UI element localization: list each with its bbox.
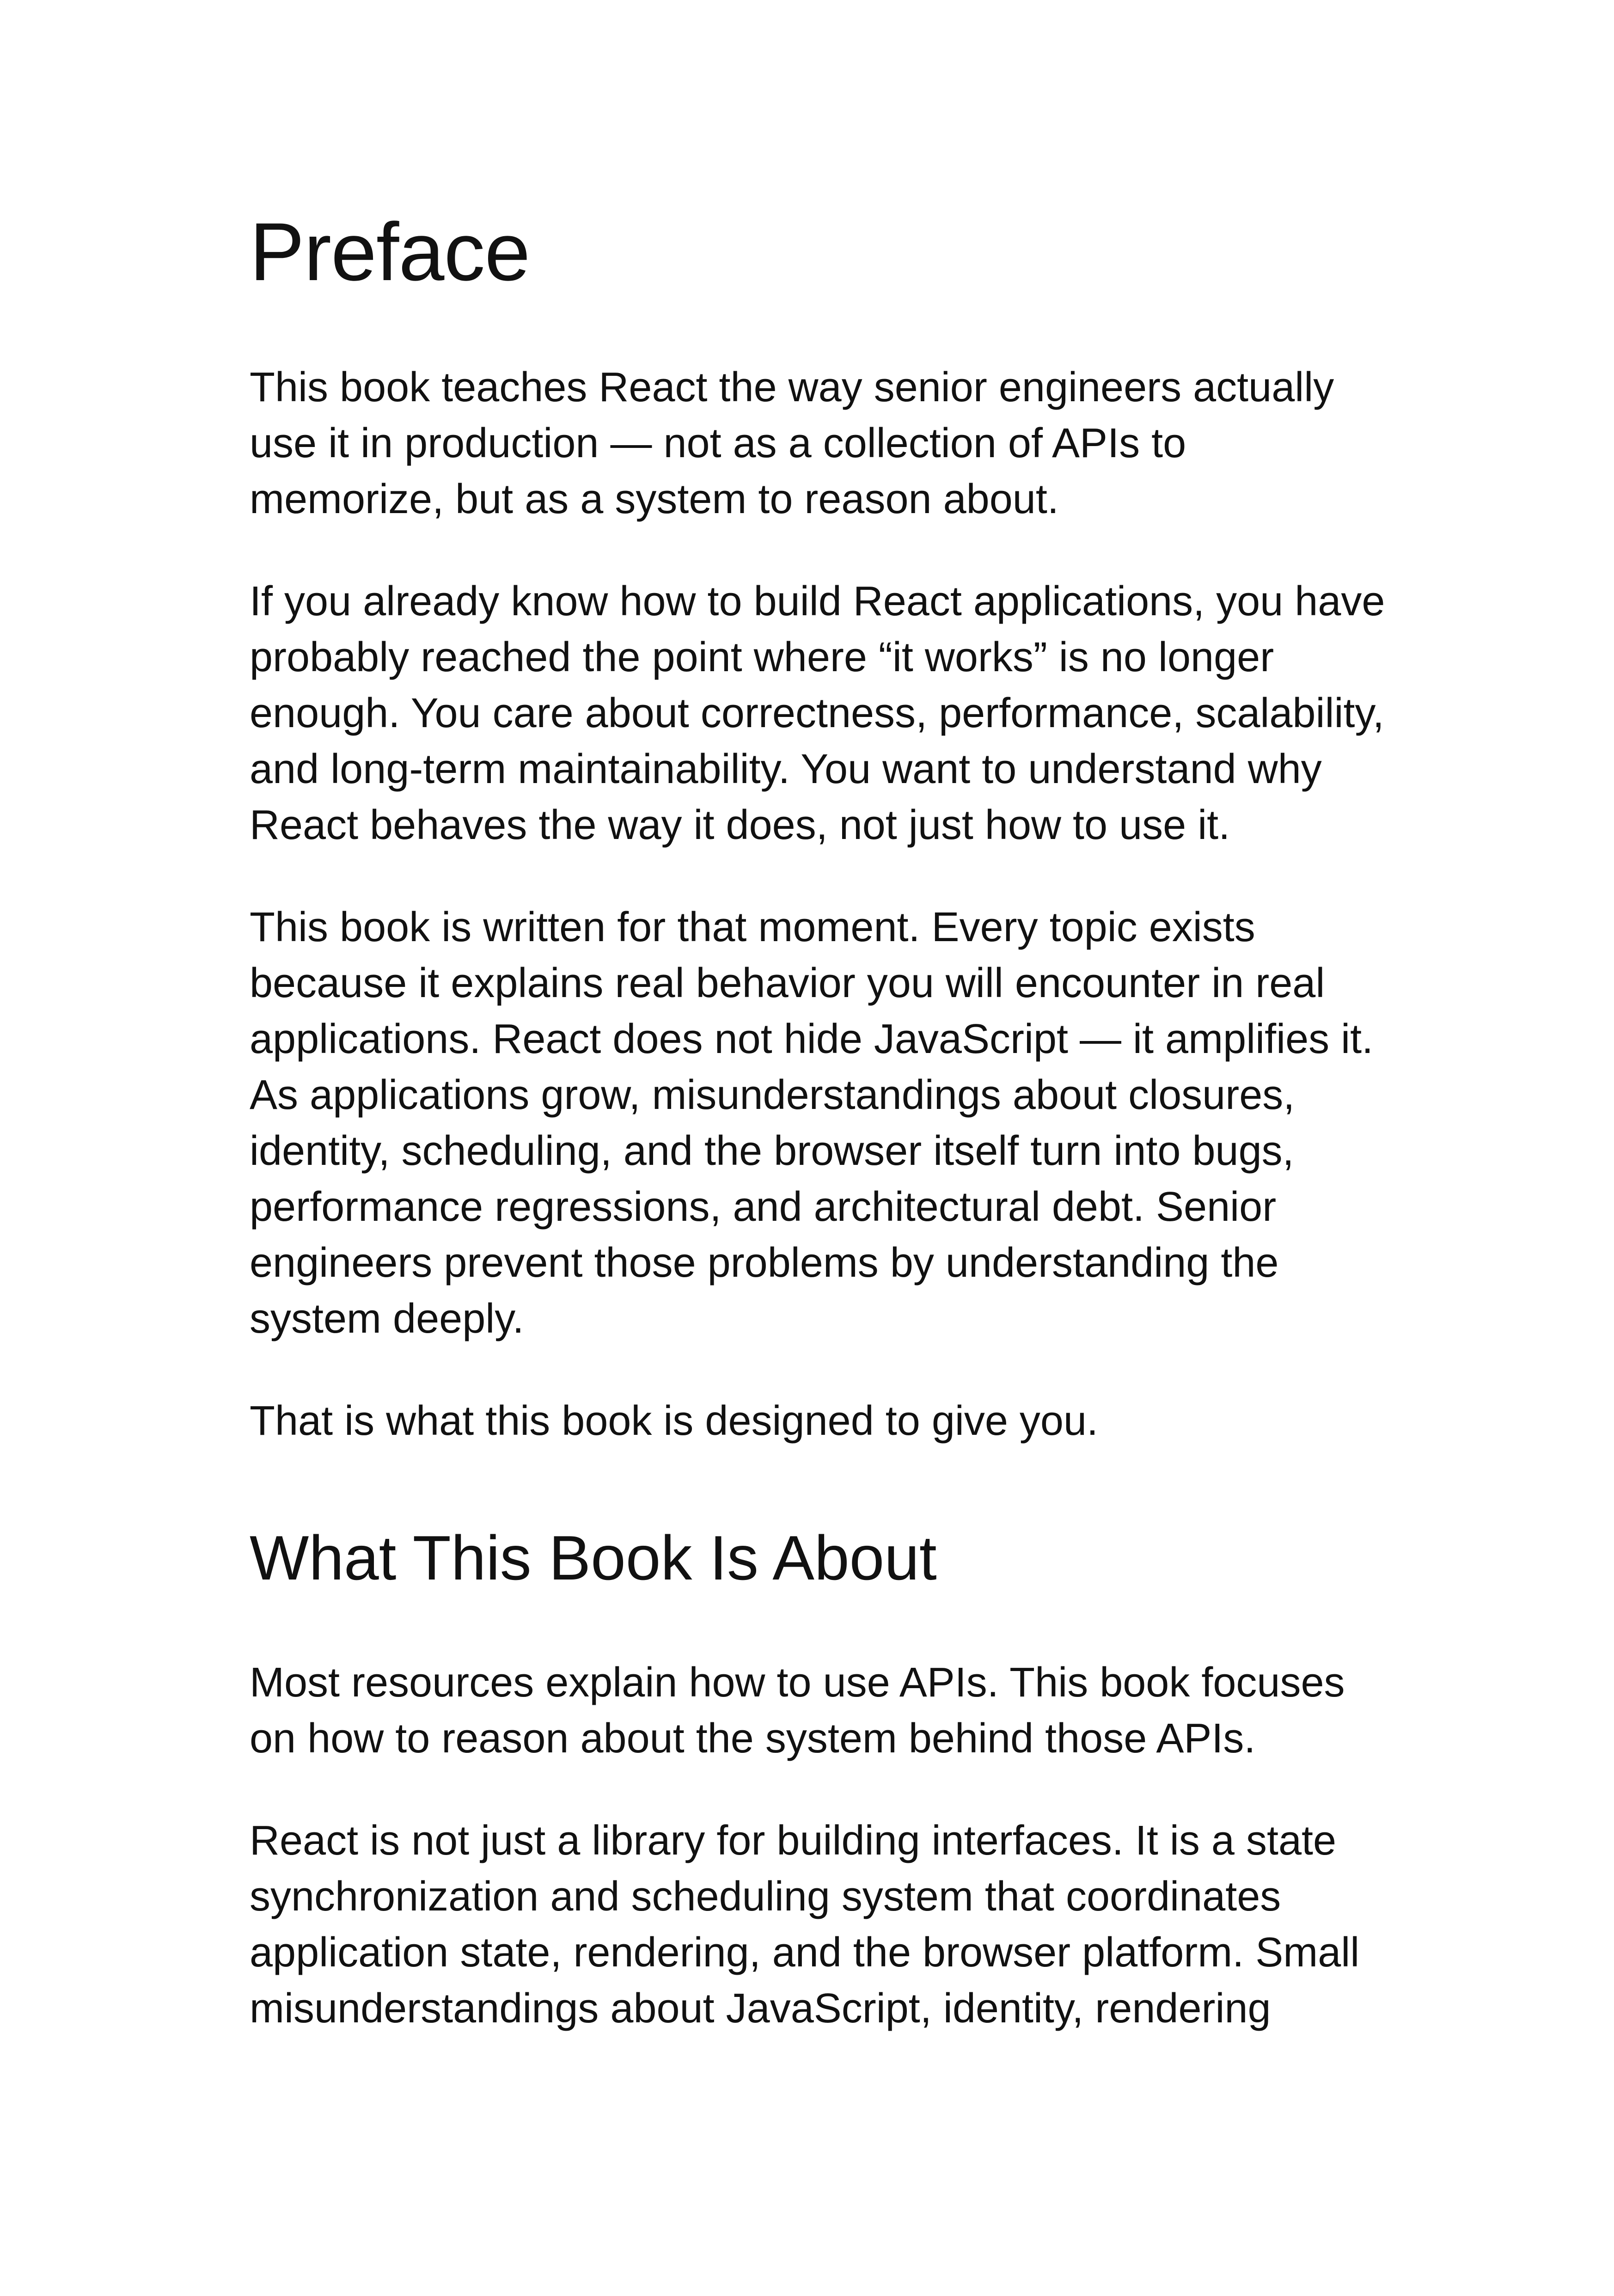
spacer	[250, 527, 1433, 574]
text-line: memorize, but as a system to reason about.	[250, 476, 1059, 522]
text-line: React behaves the way it does, not just how to use it.	[250, 802, 1230, 848]
text-line: on how to reason about the system behind those APIs.	[250, 1715, 1256, 1762]
section-heading: What This Book Is About	[250, 1523, 937, 1593]
spacer	[250, 1767, 1433, 1813]
text-line: because it explains real behavior you will encounter in real	[250, 960, 1325, 1006]
text-line: That is what this book is designed to give you.	[250, 1398, 1099, 1444]
text-line: system deeply.	[250, 1296, 524, 1342]
spacer	[250, 1597, 1433, 1655]
text-line: engineers prevent those problems by understanding the	[250, 1240, 1279, 1286]
text-line: use it in production — not as a collection of APIs to	[250, 420, 1186, 466]
text-line: This book is written for that moment. Every topic exists	[250, 904, 1255, 950]
page-content	[250, 199, 1433, 2037]
text-line: performance regressions, and architectural debt. Senior	[250, 1184, 1277, 1230]
page-title: Preface	[250, 206, 530, 298]
text-line: This book teaches React the way senior engineers actually	[250, 364, 1334, 410]
text-line: applications. React does not hide JavaScript — it amplifies it.	[250, 1016, 1374, 1062]
text-line: As applications grow, misunderstandings about closures,	[250, 1072, 1295, 1118]
spacer	[250, 1347, 1433, 1393]
spacer	[250, 305, 1433, 360]
text-line: If you already know how to build React applications, you have	[250, 578, 1385, 625]
preface-paragraph-2	[250, 574, 1433, 853]
preface-paragraph-4	[250, 1393, 1433, 1449]
text-line: probably reached the point where “it works” is no longer	[250, 634, 1274, 680]
text-line: and long-term maintainability. You want to understand why	[250, 746, 1322, 792]
about-paragraph-2	[250, 1813, 1433, 2037]
text-line: misunderstandings about JavaScript, identity, rendering	[250, 1985, 1271, 2032]
spacer	[250, 1449, 1433, 1518]
about-paragraph-1	[250, 1655, 1433, 1767]
text-line: identity, scheduling, and the browser itself turn into bugs,	[250, 1128, 1294, 1174]
text-line: Most resources explain how to use APIs. This book focuses	[250, 1659, 1345, 1706]
text-line: application state, rendering, and the browser platform. Small	[250, 1929, 1360, 1976]
preface-paragraph-3	[250, 900, 1433, 1347]
text-line: React is not just a library for building interfaces. It is a state	[250, 1818, 1337, 1864]
text-line: synchronization and scheduling system that coordinates	[250, 1874, 1281, 1920]
preface-paragraph-1	[250, 360, 1433, 527]
spacer	[250, 853, 1433, 900]
text-line: enough. You care about correctness, performance, scalability,	[250, 690, 1384, 736]
